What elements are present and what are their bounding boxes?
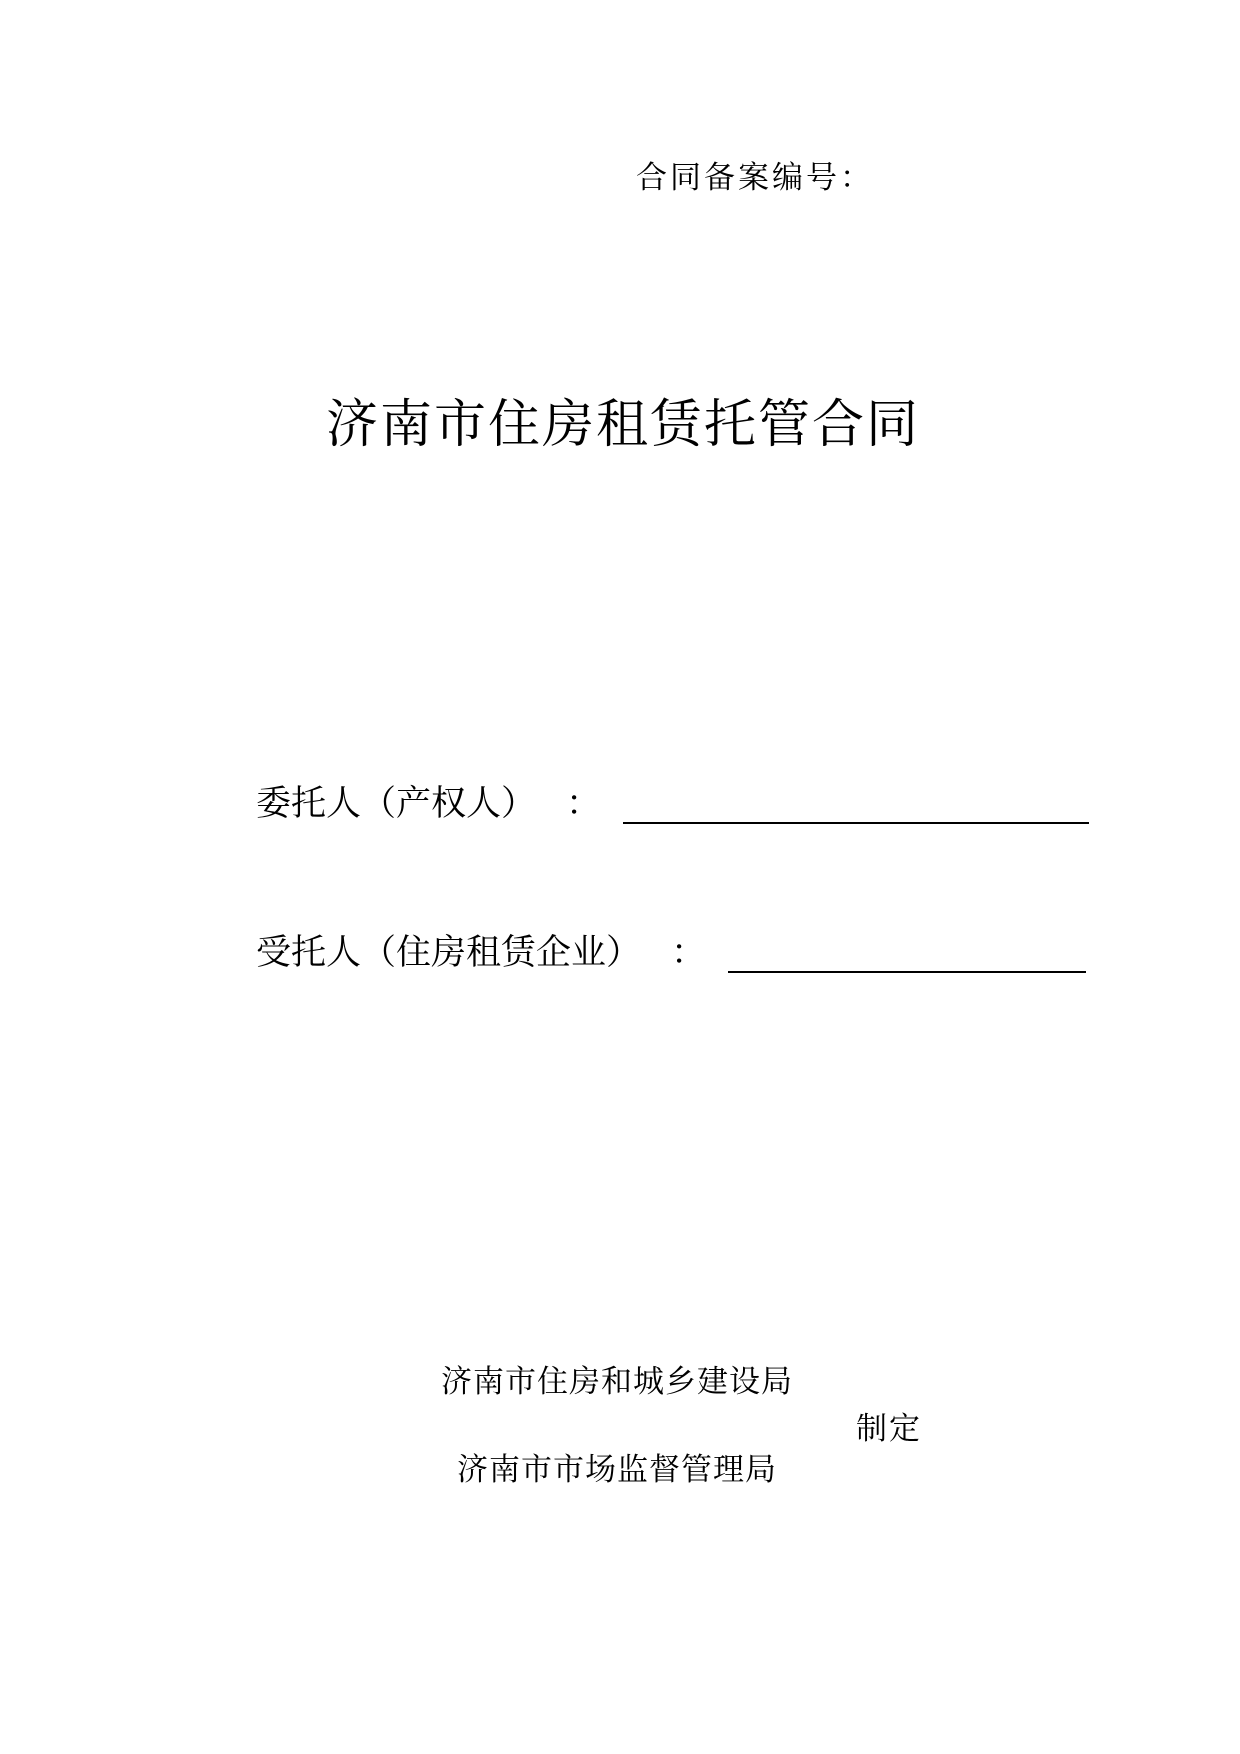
record-number-label: 合同备案编号： [636,160,874,196]
trustee-fill-line[interactable] [728,937,1086,973]
trustee-label: 受托人（住房租赁企业） [256,933,642,973]
trustee-row [256,925,1086,975]
issued-by-label: 制定 [856,1411,922,1447]
issuer-housing-bureau: 济南市住房和城乡建设局 [441,1364,793,1400]
document-title: 济南市住房租赁托管合同 [326,395,921,455]
principal-label: 委托人（产权人） [256,784,537,824]
trustee-colon: ： [671,933,707,973]
principal-fill-line[interactable] [623,788,1089,824]
issuer-market-bureau: 济南市市场监督管理局 [457,1452,777,1488]
principal-row [256,776,1089,826]
principal-colon: ： [566,784,602,824]
